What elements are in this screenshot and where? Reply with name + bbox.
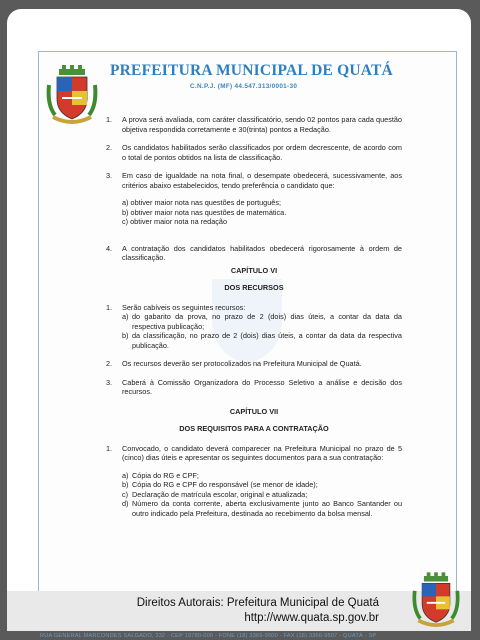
requisito-1	[106, 444, 402, 463]
sub-letter: b)	[122, 331, 129, 340]
recurso-sub-a	[122, 312, 402, 331]
item-text: A prova será avaliada, com caráter classificatório, sendo 02 pontos para cada questão objetiva respondida corretamente e 30(trinta) pontos a Redação.	[122, 115, 402, 134]
item-text: Os candidatos habilitados serão classificados por ordem decrescente, de acordo com o total de pontos obtidos na lista de classificação.	[122, 143, 402, 162]
copyright-text: Direitos Autorais: Prefeitura Municipal de Quatá	[136, 597, 379, 609]
sub-text: do gabarito da prova, no prazo de 2 (dois) dias úteis, a contar da data da respectiva publicação;	[132, 312, 402, 331]
item-4	[106, 244, 402, 263]
sub-letter: a)	[122, 470, 129, 480]
item-number: 4.	[106, 243, 113, 253]
criteria-list	[106, 198, 402, 227]
document-item-a	[122, 471, 402, 481]
chapter-7-subtitle: DOS REQUISITOS PARA A CONTRATAÇÃO	[179, 424, 329, 433]
recurso-2	[106, 359, 402, 369]
item-text: Serão cabíveis os seguintes recursos:	[122, 302, 246, 312]
item-text: Em caso de igualdade na nota final, o desempate obedecerá, sucessivamente, aos critérios abaixo estabelecidos, tendo preferência o candidato que:	[122, 171, 402, 190]
criteria-item: c) obtiver maior nota na redação	[122, 217, 228, 226]
item-number: 3.	[106, 377, 113, 387]
item-text: Convocado, o candidato deverá comparecer na Prefeitura Municipal no prazo de 5 (cinco) dias úteis e apresentar os seguintes documentos para a sua contratação:	[122, 443, 402, 462]
sub-letter: a)	[122, 312, 129, 321]
sub-letter: d)	[122, 499, 129, 508]
municipal-crest-icon	[45, 65, 99, 127]
item-number: 1.	[106, 302, 113, 312]
item-text: A contratação dos candidatos habilitados obedecerá rigorosamente à ordem de classificação.	[122, 243, 402, 262]
recurso-1	[106, 303, 402, 313]
recurso-sub-b	[122, 331, 402, 350]
item-text: Os recursos deverão ser protocolizados na Prefeitura Municipal de Quatá.	[122, 359, 362, 368]
document-item-c	[122, 490, 402, 500]
chapter-6-subtitle: DOS RECURSOS	[224, 283, 284, 292]
cnpj-number: C.N.P.J. (MF) 44.547.313/0001-30	[190, 83, 298, 90]
item-3	[106, 171, 402, 190]
item-number: 3.	[106, 171, 113, 180]
sub-text: Número da conta corrente, aberta exclusivamente junto ao Banco Santander ou outro indicado pela Prefeitura, destinada ao recebimento da bolsa mensal.	[132, 499, 402, 518]
item-number: 1.	[106, 115, 113, 124]
sub-text: Cópia do RG e CPF;	[132, 470, 199, 480]
chapter-7-title: CAPÍTULO VII	[229, 406, 279, 416]
item-number: 2.	[106, 143, 113, 152]
chapter-6-title: CAPÍTULO VI	[230, 265, 278, 275]
document-body	[106, 115, 402, 518]
page-title: PREFEITURA MUNICIPAL DE QUATÁ	[110, 62, 393, 79]
item-number: 1.	[106, 443, 113, 453]
sub-text: da classificação, no prazo de 2 (dois) dias úteis, a contar da data da respectiva publicação.	[132, 331, 402, 350]
item-2	[106, 143, 402, 162]
website-url: http://www.quata.sp.gov.br	[244, 612, 379, 624]
document-item-d	[122, 499, 402, 518]
footer-address: RUA GENERAL MARCONDES SALGADO, 332 - CEP 19780-000 - FONE (18) 3366-9500 - FAX (18) 3366-9507 - QUATÁ - SP	[40, 633, 377, 639]
recurso-sublist	[106, 312, 402, 350]
recurso-3	[106, 378, 402, 397]
sub-text: Declaração de matrícula escolar, original e atualizada;	[132, 489, 308, 499]
item-1	[106, 115, 402, 134]
document-frame	[7, 9, 471, 639]
criteria-item: a) obtiver maior nota nas questões de português;	[122, 198, 282, 207]
document-item-b	[122, 480, 402, 490]
sub-letter: b)	[122, 480, 129, 489]
sub-text: Cópia do RG e CPF do responsável (se menor de idade);	[132, 480, 318, 489]
sub-letter: c)	[122, 489, 129, 499]
item-text: Caberá à Comissão Organizadora do Processo Seletivo a análise e decisão dos recursos.	[122, 377, 402, 396]
criteria-item: b) obtiver maior nota nas questões de matemática.	[122, 207, 287, 217]
municipal-crest-icon	[411, 572, 461, 630]
documents-list	[106, 471, 402, 519]
item-number: 2.	[106, 359, 113, 368]
